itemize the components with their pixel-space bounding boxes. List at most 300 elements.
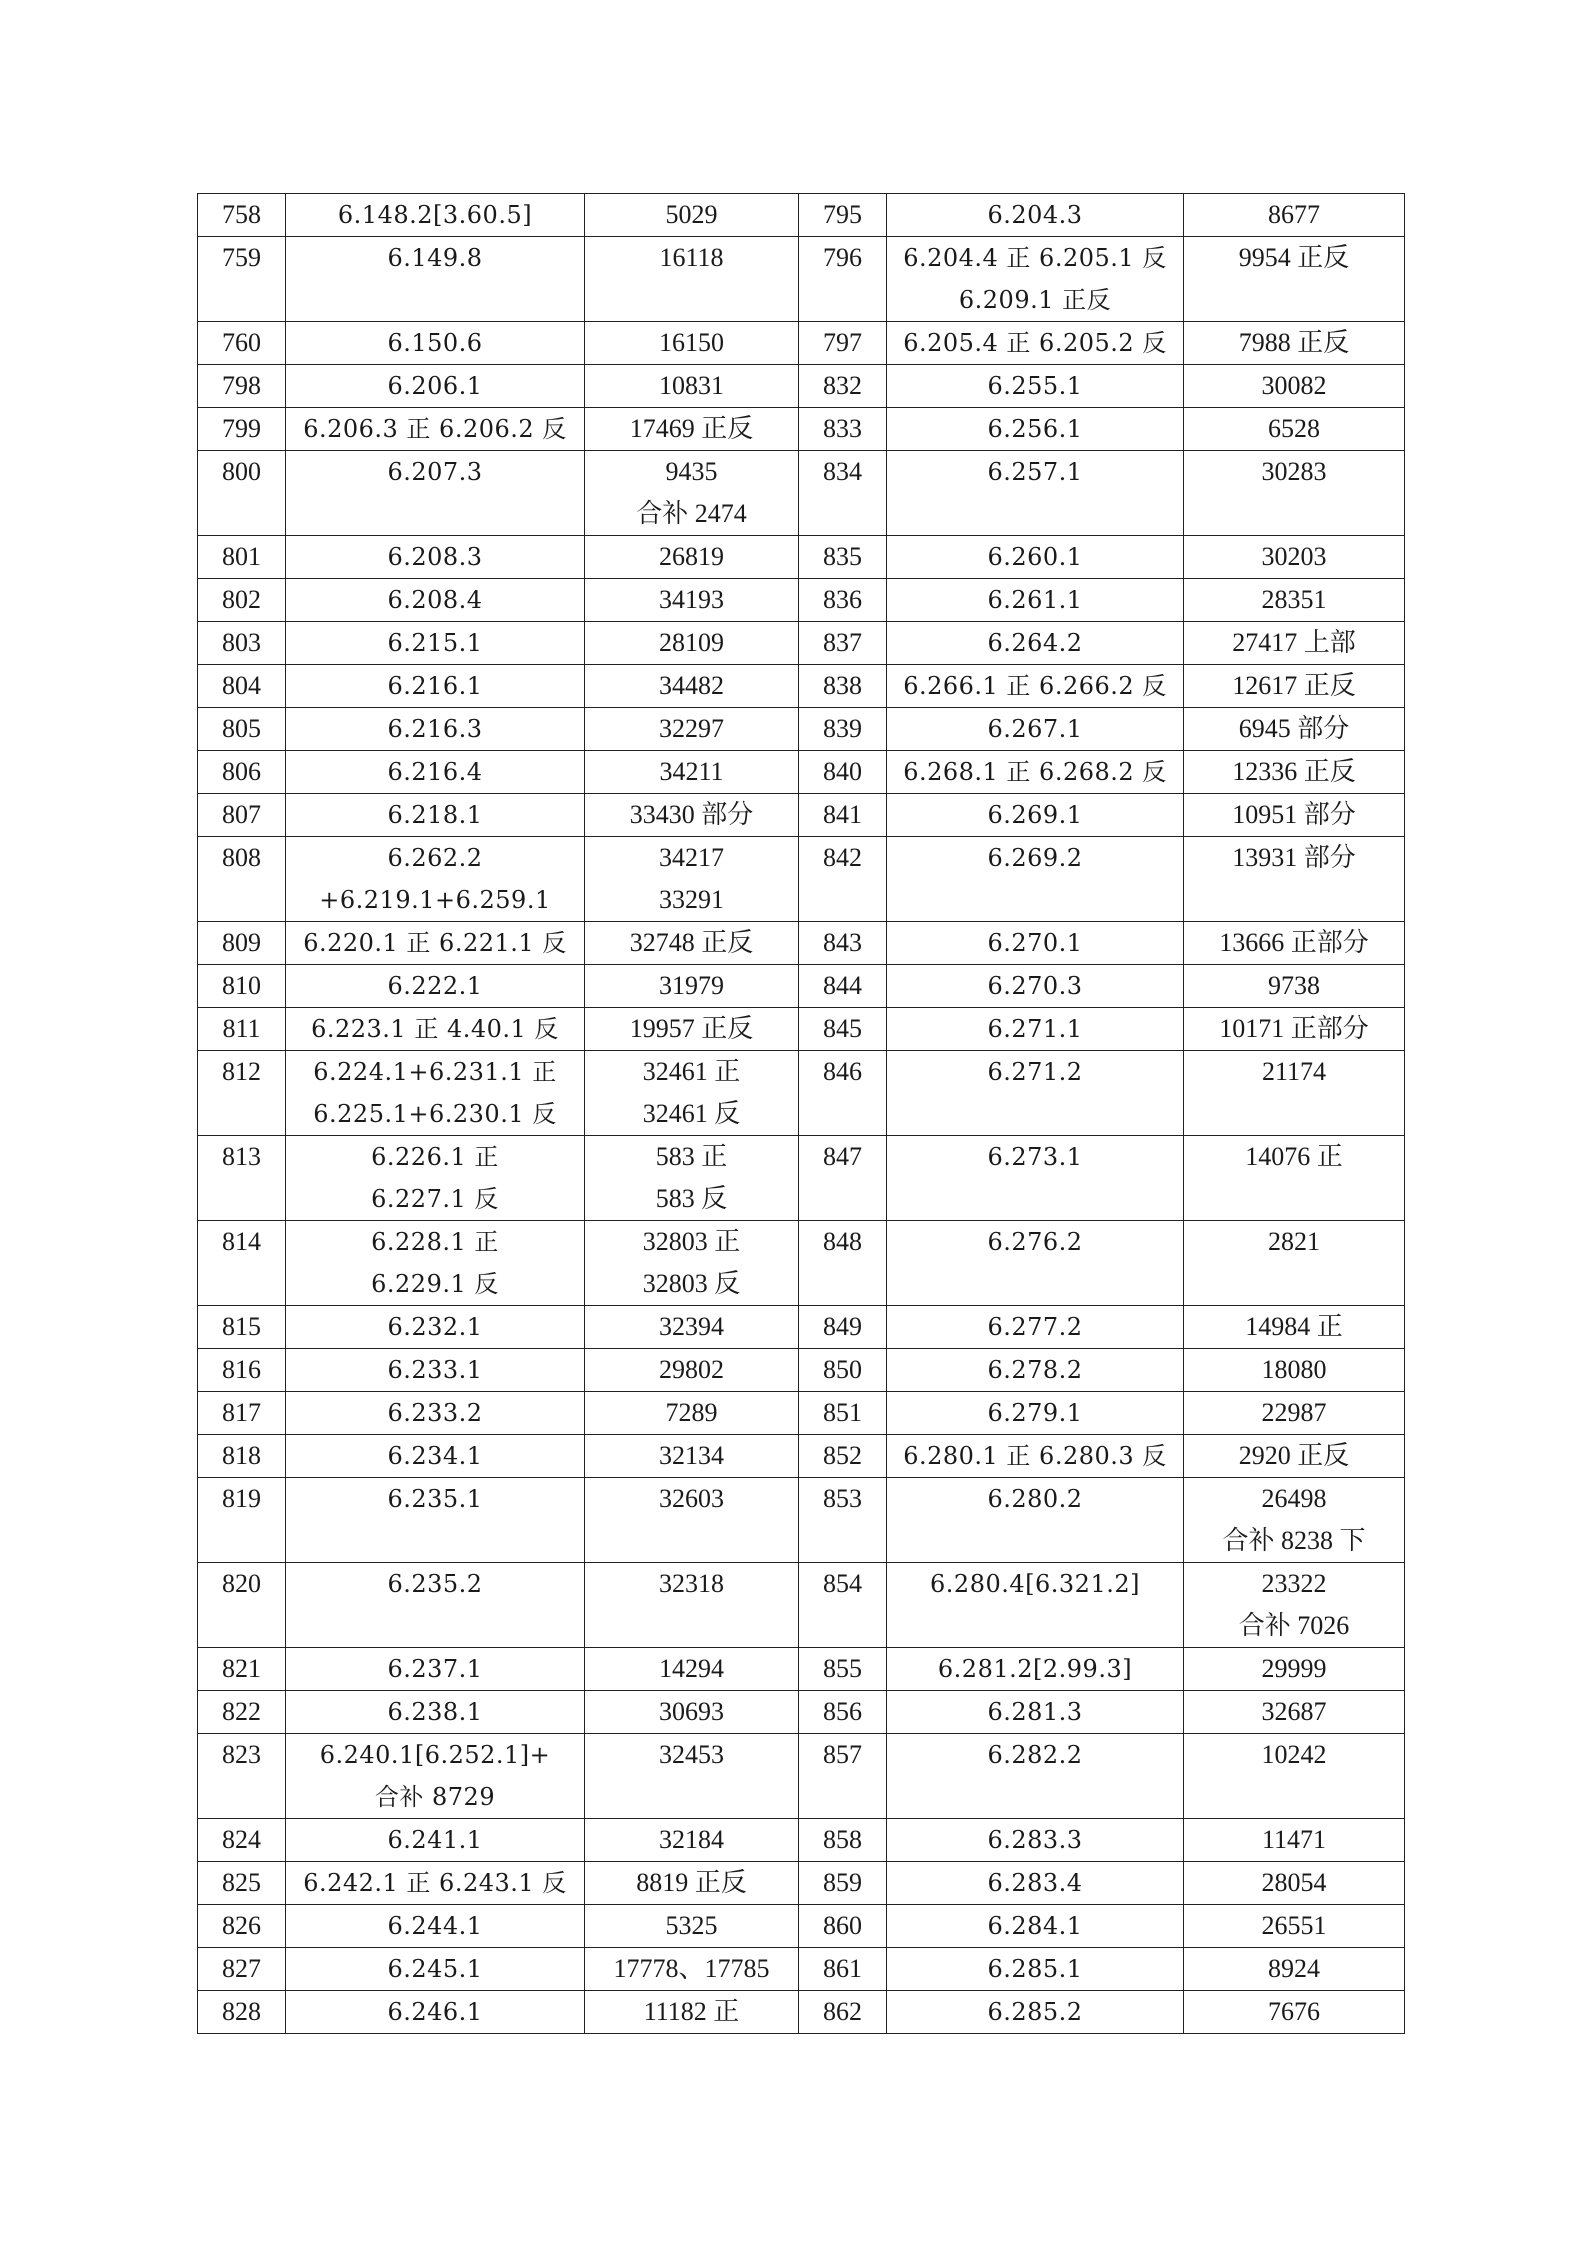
cell-text-line: 34217 bbox=[659, 843, 724, 872]
cell-text-line: 合补 7026 bbox=[1238, 1611, 1350, 1640]
cell-text-line: 6.216.1 bbox=[387, 672, 483, 700]
left-index-cell bbox=[198, 1862, 286, 1905]
right-number-cell bbox=[1184, 1435, 1405, 1478]
cell-text-line: 825 bbox=[222, 1868, 261, 1897]
table-row bbox=[198, 408, 1405, 451]
left-index-cell bbox=[198, 1306, 286, 1349]
cell-text-line: 6.280.2 bbox=[987, 1485, 1083, 1513]
cell-text-line: 6.281.3 bbox=[987, 1698, 1083, 1726]
right-reference-cell bbox=[887, 1734, 1184, 1819]
left-reference-cell bbox=[286, 1905, 585, 1948]
right-number-cell bbox=[1184, 536, 1405, 579]
table-row bbox=[198, 1648, 1405, 1691]
right-reference-cell bbox=[887, 1392, 1184, 1435]
cell-text-line: 18080 bbox=[1261, 1355, 1327, 1384]
right-number-cell bbox=[1184, 622, 1405, 665]
left-reference-cell bbox=[286, 1948, 585, 1991]
right-number-cell bbox=[1184, 751, 1405, 794]
cell-text-line: 22987 bbox=[1261, 1398, 1327, 1427]
right-number-cell bbox=[1184, 1349, 1405, 1392]
cell-text-line: 833 bbox=[823, 414, 862, 443]
right-index-cell bbox=[799, 1905, 887, 1948]
table-row bbox=[198, 922, 1405, 965]
left-index-cell bbox=[198, 622, 286, 665]
cell-text-line: 820 bbox=[222, 1569, 261, 1598]
right-reference-cell bbox=[887, 1221, 1184, 1306]
cell-text-line: 6.264.2 bbox=[987, 629, 1083, 657]
cell-text-line: 16118 bbox=[659, 243, 724, 272]
cell-text-line: 815 bbox=[222, 1312, 261, 1341]
cell-text-line: 832 bbox=[823, 371, 862, 400]
cell-text-line: 14984 正 bbox=[1245, 1312, 1343, 1341]
cell-text-line: 6.273.1 bbox=[987, 1143, 1083, 1171]
cell-text-line: 26819 bbox=[659, 542, 724, 571]
left-reference-cell bbox=[286, 837, 585, 922]
cell-text-line: 6.255.1 bbox=[987, 372, 1083, 400]
left-reference-cell bbox=[286, 622, 585, 665]
right-index-cell bbox=[799, 237, 887, 322]
right-index-cell bbox=[799, 622, 887, 665]
right-reference-cell bbox=[887, 1051, 1184, 1136]
left-reference-cell bbox=[286, 536, 585, 579]
cell-text-line: 32461 反 bbox=[642, 1099, 741, 1128]
right-reference-cell bbox=[887, 965, 1184, 1008]
right-index-cell bbox=[799, 1819, 887, 1862]
cell-text-line: 851 bbox=[823, 1398, 862, 1427]
table-row bbox=[198, 1734, 1405, 1819]
cell-text-line: 6.223.1 正 4.40.1 反 bbox=[311, 1015, 559, 1043]
left-number-cell bbox=[585, 1905, 799, 1948]
cell-text-line: 6.268.1 正 6.268.2 反 bbox=[903, 758, 1167, 786]
right-index-cell bbox=[799, 579, 887, 622]
left-reference-cell bbox=[286, 579, 585, 622]
cell-text-line: 839 bbox=[823, 714, 862, 743]
left-number-cell bbox=[585, 579, 799, 622]
left-index-cell bbox=[198, 365, 286, 408]
right-reference-cell bbox=[887, 1563, 1184, 1648]
cell-text-line: 6.209.1 正反 bbox=[958, 286, 1112, 314]
right-reference-cell bbox=[887, 1948, 1184, 1991]
left-number-cell bbox=[585, 1563, 799, 1648]
right-number-cell bbox=[1184, 1905, 1405, 1948]
right-index-cell bbox=[799, 665, 887, 708]
cell-text-line: 857 bbox=[823, 1740, 862, 1769]
right-reference-cell bbox=[887, 365, 1184, 408]
table-row bbox=[198, 1991, 1405, 2034]
right-reference-cell bbox=[887, 1819, 1184, 1862]
cell-text-line: 6.285.1 bbox=[987, 1955, 1083, 1983]
left-index-cell bbox=[198, 1691, 286, 1734]
table-row bbox=[198, 1051, 1405, 1136]
cell-text-line: 10831 bbox=[659, 371, 724, 400]
right-index-cell bbox=[799, 1948, 887, 1991]
cell-text-line: 32461 正 bbox=[642, 1057, 741, 1086]
cell-text-line: 853 bbox=[823, 1484, 862, 1513]
cell-text-line: 6.228.1 正 bbox=[371, 1228, 499, 1256]
left-index-cell bbox=[198, 1051, 286, 1136]
right-index-cell bbox=[799, 408, 887, 451]
right-number-cell bbox=[1184, 922, 1405, 965]
left-index-cell bbox=[198, 1478, 286, 1563]
cell-text-line: 7988 正反 bbox=[1238, 328, 1350, 357]
left-index-cell bbox=[198, 837, 286, 922]
right-reference-cell bbox=[887, 665, 1184, 708]
left-index-cell bbox=[198, 1563, 286, 1648]
left-reference-cell bbox=[286, 1862, 585, 1905]
cell-text-line: 6.269.2 bbox=[987, 844, 1083, 872]
cell-text-line: 817 bbox=[222, 1398, 261, 1427]
cell-text-line: 819 bbox=[222, 1484, 261, 1513]
cell-text-line: 826 bbox=[222, 1911, 261, 1940]
cell-text-line: 8819 正反 bbox=[636, 1868, 747, 1897]
right-index-cell bbox=[799, 751, 887, 794]
cell-text-line: 32803 反 bbox=[642, 1269, 741, 1298]
right-index-cell bbox=[799, 1478, 887, 1563]
right-number-cell bbox=[1184, 1862, 1405, 1905]
left-reference-cell bbox=[286, 1734, 585, 1819]
right-reference-cell bbox=[887, 1008, 1184, 1051]
cell-text-line: 5029 bbox=[665, 200, 718, 229]
left-index-cell bbox=[198, 1221, 286, 1306]
table-row bbox=[198, 1691, 1405, 1734]
cell-text-line: 31979 bbox=[659, 971, 724, 1000]
table-row bbox=[198, 665, 1405, 708]
table-row bbox=[198, 837, 1405, 922]
cell-text-line: 6.226.1 正 bbox=[371, 1143, 499, 1171]
left-index-cell bbox=[198, 751, 286, 794]
right-reference-cell bbox=[887, 1136, 1184, 1221]
cell-text-line: 6.216.3 bbox=[387, 715, 483, 743]
table-row bbox=[198, 1008, 1405, 1051]
left-reference-cell bbox=[286, 1435, 585, 1478]
cell-text-line: 6.270.3 bbox=[987, 972, 1083, 1000]
right-number-cell bbox=[1184, 794, 1405, 837]
cell-text-line: 6.244.1 bbox=[387, 1912, 483, 1940]
table-row bbox=[198, 451, 1405, 536]
cell-text-line: 14294 bbox=[659, 1654, 724, 1683]
cell-text-line: 6.148.2[3.60.5] bbox=[337, 201, 533, 229]
left-number-cell bbox=[585, 965, 799, 1008]
cell-text-line: 848 bbox=[823, 1227, 862, 1256]
table-row bbox=[198, 536, 1405, 579]
right-index-cell bbox=[799, 965, 887, 1008]
left-reference-cell bbox=[286, 794, 585, 837]
cell-text-line: 32687 bbox=[1261, 1697, 1327, 1726]
right-index-cell bbox=[799, 1051, 887, 1136]
left-index-cell bbox=[198, 1136, 286, 1221]
right-number-cell bbox=[1184, 237, 1405, 322]
right-number-cell bbox=[1184, 1051, 1405, 1136]
right-reference-cell bbox=[887, 751, 1184, 794]
cell-text-line: 6.271.2 bbox=[987, 1058, 1083, 1086]
cell-text-line: 840 bbox=[823, 757, 862, 786]
cell-text-line: 6.283.4 bbox=[987, 1869, 1083, 1897]
left-reference-cell bbox=[286, 1306, 585, 1349]
right-number-cell bbox=[1184, 965, 1405, 1008]
table-row bbox=[198, 1392, 1405, 1435]
right-reference-cell bbox=[887, 1862, 1184, 1905]
right-index-cell bbox=[799, 194, 887, 237]
cell-text-line: 6.237.1 bbox=[387, 1655, 483, 1683]
cell-text-line: 32318 bbox=[659, 1569, 724, 1598]
cell-text-line: 6.204.4 正 6.205.1 反 bbox=[903, 244, 1167, 272]
right-index-cell bbox=[799, 536, 887, 579]
table-row bbox=[198, 322, 1405, 365]
right-index-cell bbox=[799, 708, 887, 751]
table-row bbox=[198, 579, 1405, 622]
right-index-cell bbox=[799, 451, 887, 536]
cell-text-line: 843 bbox=[823, 928, 862, 957]
cell-text-line: 6.224.1+6.231.1 正 bbox=[313, 1058, 557, 1086]
cell-text-line: 6.266.1 正 6.266.2 反 bbox=[903, 672, 1167, 700]
cell-text-line: 6.270.1 bbox=[987, 929, 1083, 957]
left-index-cell bbox=[198, 1819, 286, 1862]
right-number-cell bbox=[1184, 1008, 1405, 1051]
cell-text-line: 583 正 bbox=[655, 1142, 728, 1171]
right-number-cell bbox=[1184, 837, 1405, 922]
cell-text-line: +6.219.1+6.259.1 bbox=[319, 886, 551, 914]
cell-text-line: 28351 bbox=[1261, 585, 1327, 614]
cell-text-line: 821 bbox=[222, 1654, 261, 1683]
cell-text-line: 842 bbox=[823, 843, 862, 872]
right-index-cell bbox=[799, 1136, 887, 1221]
cell-text-line: 852 bbox=[823, 1441, 862, 1470]
right-index-cell bbox=[799, 1862, 887, 1905]
left-reference-cell bbox=[286, 1563, 585, 1648]
cell-text-line: 6.205.4 正 6.205.2 反 bbox=[903, 329, 1167, 357]
left-reference-cell bbox=[286, 1648, 585, 1691]
left-index-cell bbox=[198, 1734, 286, 1819]
cell-text-line: 34482 bbox=[659, 671, 724, 700]
left-number-cell bbox=[585, 708, 799, 751]
left-reference-cell bbox=[286, 1221, 585, 1306]
table-row bbox=[198, 708, 1405, 751]
cell-text-line: 799 bbox=[222, 414, 261, 443]
cell-text-line: 6.242.1 正 6.243.1 反 bbox=[303, 1869, 567, 1897]
cell-text-line: 32297 bbox=[659, 714, 724, 743]
table-row bbox=[198, 751, 1405, 794]
right-reference-cell bbox=[887, 1648, 1184, 1691]
left-number-cell bbox=[585, 1392, 799, 1435]
cell-text-line: 827 bbox=[222, 1954, 261, 1983]
left-index-cell bbox=[198, 536, 286, 579]
right-reference-cell bbox=[887, 622, 1184, 665]
cell-text-line: 6.241.1 bbox=[387, 1826, 483, 1854]
cell-text-line: 6.262.2 bbox=[387, 844, 483, 872]
table-row bbox=[198, 1563, 1405, 1648]
cell-text-line: 10951 部分 bbox=[1232, 800, 1356, 829]
left-reference-cell bbox=[286, 708, 585, 751]
cell-text-line: 合补 8238 下 bbox=[1222, 1526, 1366, 1555]
left-number-cell bbox=[585, 451, 799, 536]
left-index-cell bbox=[198, 1435, 286, 1478]
cell-text-line: 32184 bbox=[659, 1825, 724, 1854]
left-number-cell bbox=[585, 1648, 799, 1691]
right-reference-cell bbox=[887, 1691, 1184, 1734]
left-number-cell bbox=[585, 1862, 799, 1905]
table-row bbox=[198, 1905, 1405, 1948]
cell-text-line: 6.246.1 bbox=[387, 1998, 483, 2026]
left-number-cell bbox=[585, 1734, 799, 1819]
cell-text-line: 845 bbox=[823, 1014, 862, 1043]
cell-text-line: 6.233.2 bbox=[387, 1399, 483, 1427]
cell-text-line: 6.260.1 bbox=[987, 543, 1083, 571]
right-number-cell bbox=[1184, 665, 1405, 708]
cell-text-line: 796 bbox=[823, 243, 862, 272]
right-index-cell bbox=[799, 1435, 887, 1478]
cell-text-line: 6.222.1 bbox=[387, 972, 483, 1000]
cell-text-line: 6.204.3 bbox=[987, 201, 1083, 229]
right-number-cell bbox=[1184, 194, 1405, 237]
cell-text-line: 802 bbox=[222, 585, 261, 614]
cell-text-line: 858 bbox=[823, 1825, 862, 1854]
right-number-cell bbox=[1184, 1948, 1405, 1991]
cell-text-line: 760 bbox=[222, 328, 261, 357]
cell-text-line: 854 bbox=[823, 1569, 862, 1598]
cell-text-line: 759 bbox=[222, 243, 261, 272]
right-number-cell bbox=[1184, 1221, 1405, 1306]
right-number-cell bbox=[1184, 1648, 1405, 1691]
right-number-cell bbox=[1184, 365, 1405, 408]
cell-text-line: 583 反 bbox=[655, 1184, 728, 1213]
cell-text-line: 7289 bbox=[665, 1398, 718, 1427]
cell-text-line: 801 bbox=[222, 542, 261, 571]
cell-text-line: 856 bbox=[823, 1697, 862, 1726]
right-index-cell bbox=[799, 1221, 887, 1306]
right-number-cell bbox=[1184, 708, 1405, 751]
right-reference-cell bbox=[887, 1991, 1184, 2034]
right-number-cell bbox=[1184, 451, 1405, 536]
left-reference-cell bbox=[286, 322, 585, 365]
cell-text-line: 13931 部分 bbox=[1232, 843, 1356, 872]
right-number-cell bbox=[1184, 1392, 1405, 1435]
left-index-cell bbox=[198, 665, 286, 708]
cell-text-line: 6.245.1 bbox=[387, 1955, 483, 1983]
table-row bbox=[198, 1478, 1405, 1563]
left-index-cell bbox=[198, 922, 286, 965]
left-number-cell bbox=[585, 1136, 799, 1221]
cell-text-line: 2821 bbox=[1268, 1227, 1320, 1256]
cell-text-line: 7676 bbox=[1268, 1997, 1320, 2026]
right-reference-cell bbox=[887, 536, 1184, 579]
cell-text-line: 836 bbox=[823, 585, 862, 614]
right-reference-cell bbox=[887, 451, 1184, 536]
table-row bbox=[198, 622, 1405, 665]
left-number-cell bbox=[585, 751, 799, 794]
right-index-cell bbox=[799, 837, 887, 922]
cell-text-line: 823 bbox=[222, 1740, 261, 1769]
catalog-table bbox=[197, 193, 1405, 2034]
left-number-cell bbox=[585, 922, 799, 965]
table-row bbox=[198, 1435, 1405, 1478]
cell-text-line: 30693 bbox=[659, 1697, 724, 1726]
cell-text-line: 804 bbox=[222, 671, 261, 700]
cell-text-line: 6.283.3 bbox=[987, 1826, 1083, 1854]
left-number-cell bbox=[585, 1948, 799, 1991]
cell-text-line: 12336 正反 bbox=[1232, 757, 1356, 786]
left-number-cell bbox=[585, 1991, 799, 2034]
left-reference-cell bbox=[286, 751, 585, 794]
left-index-cell bbox=[198, 1991, 286, 2034]
right-index-cell bbox=[799, 1306, 887, 1349]
left-index-cell bbox=[198, 408, 286, 451]
cell-text-line: 11471 bbox=[1261, 1825, 1327, 1854]
cell-text-line: 6.280.1 正 6.280.3 反 bbox=[903, 1442, 1167, 1470]
cell-text-line: 19957 正反 bbox=[629, 1014, 754, 1043]
left-index-cell bbox=[198, 194, 286, 237]
right-reference-cell bbox=[887, 922, 1184, 965]
left-index-cell bbox=[198, 1392, 286, 1435]
right-reference-cell bbox=[887, 794, 1184, 837]
table-row bbox=[198, 1948, 1405, 1991]
cell-text-line: 6945 部分 bbox=[1238, 714, 1350, 743]
left-number-cell bbox=[585, 536, 799, 579]
cell-text-line: 6.238.1 bbox=[387, 1698, 483, 1726]
table-row bbox=[198, 1306, 1405, 1349]
right-index-cell bbox=[799, 1991, 887, 2034]
right-reference-cell bbox=[887, 1478, 1184, 1563]
cell-text-line: 6.225.1+6.230.1 反 bbox=[313, 1100, 557, 1128]
right-number-cell bbox=[1184, 1991, 1405, 2034]
left-index-cell bbox=[198, 1008, 286, 1051]
cell-text-line: 847 bbox=[823, 1142, 862, 1171]
right-index-cell bbox=[799, 1392, 887, 1435]
cell-text-line: 14076 正 bbox=[1245, 1142, 1343, 1171]
left-reference-cell bbox=[286, 1478, 585, 1563]
cell-text-line: 862 bbox=[823, 1997, 862, 2026]
right-reference-cell bbox=[887, 1905, 1184, 1948]
left-index-cell bbox=[198, 322, 286, 365]
right-reference-cell bbox=[887, 322, 1184, 365]
table-row bbox=[198, 1136, 1405, 1221]
left-number-cell bbox=[585, 1051, 799, 1136]
cell-text-line: 6.282.2 bbox=[987, 1741, 1083, 1769]
right-reference-cell bbox=[887, 837, 1184, 922]
cell-text-line: 6.276.2 bbox=[987, 1228, 1083, 1256]
right-number-cell bbox=[1184, 1563, 1405, 1648]
right-number-cell bbox=[1184, 1691, 1405, 1734]
left-number-cell bbox=[585, 794, 799, 837]
right-reference-cell bbox=[887, 1435, 1184, 1478]
cell-text-line: 838 bbox=[823, 671, 862, 700]
cell-text-line: 6.240.1[6.252.1]+ bbox=[319, 1741, 551, 1769]
left-index-cell bbox=[198, 965, 286, 1008]
cell-text-line: 806 bbox=[222, 757, 261, 786]
left-index-cell bbox=[198, 1648, 286, 1691]
right-number-cell bbox=[1184, 1478, 1405, 1563]
left-number-cell bbox=[585, 1349, 799, 1392]
cell-text-line: 6.256.1 bbox=[987, 415, 1083, 443]
cell-text-line: 807 bbox=[222, 800, 261, 829]
cell-text-line: 26551 bbox=[1261, 1911, 1327, 1940]
cell-text-line: 835 bbox=[823, 542, 862, 571]
cell-text-line: 30203 bbox=[1261, 542, 1327, 571]
left-reference-cell bbox=[286, 1136, 585, 1221]
left-number-cell bbox=[585, 237, 799, 322]
cell-text-line: 860 bbox=[823, 1911, 862, 1940]
cell-text-line: 6.279.1 bbox=[987, 1399, 1083, 1427]
left-reference-cell bbox=[286, 408, 585, 451]
cell-text-line: 795 bbox=[823, 200, 862, 229]
left-reference-cell bbox=[286, 194, 585, 237]
cell-text-line: 34211 bbox=[659, 757, 724, 786]
right-reference-cell bbox=[887, 237, 1184, 322]
left-index-cell bbox=[198, 794, 286, 837]
cell-text-line: 33291 bbox=[659, 885, 724, 914]
cell-text-line: 10242 bbox=[1261, 1740, 1327, 1769]
left-reference-cell bbox=[286, 665, 585, 708]
cell-text-line: 849 bbox=[823, 1312, 862, 1341]
